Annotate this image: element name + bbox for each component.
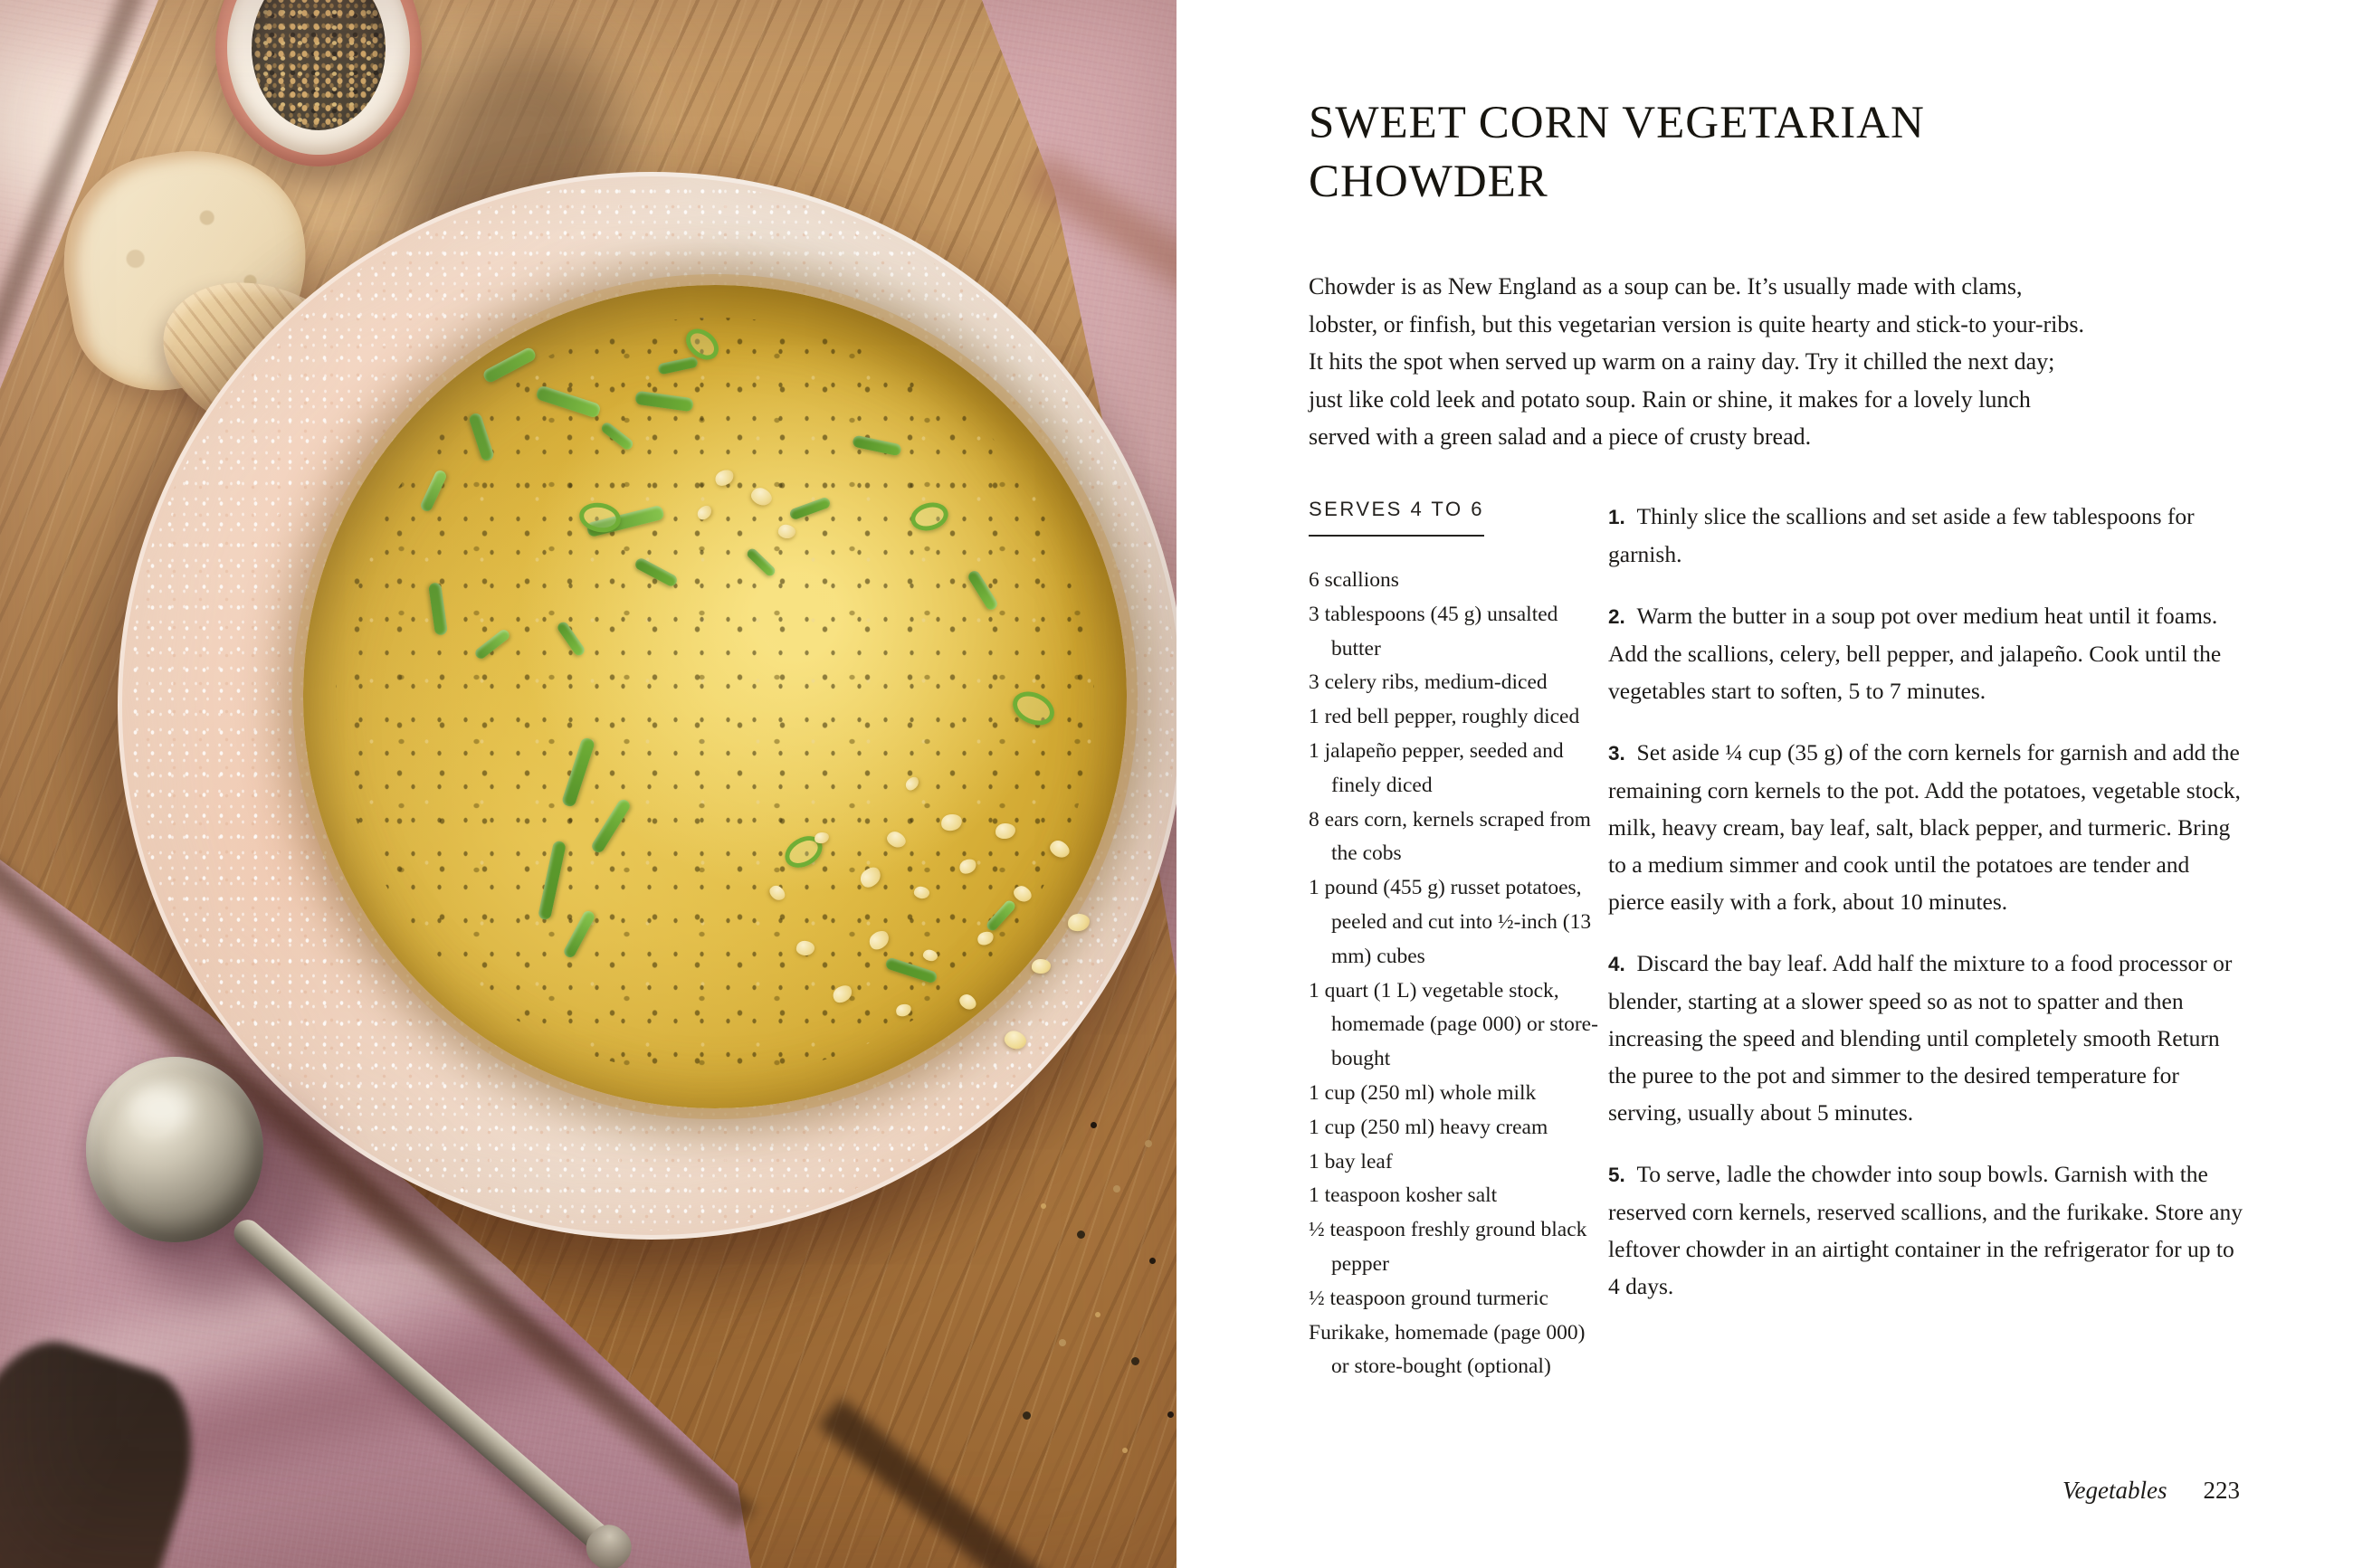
ingredient-item: Furikake, homemade (page 000) or store-bought (optional) (1309, 1320, 1586, 1379)
step-text: Discard the bay leaf. Add half the mixture to a food processor or blender, starting at a slower speed so as not to spatter and then increasing the speed and blending until completely smooth Return the puree to the pot and simmer to the desired temperature for serving, usually about 5 minutes. (1608, 950, 2233, 1126)
scattered-seed (1059, 1339, 1066, 1346)
scattered-seed (1077, 1231, 1085, 1239)
scattered-seed (1023, 1411, 1031, 1420)
recipe-step (1608, 498, 2243, 573)
scattered-seed (1131, 1357, 1139, 1365)
recipe-page (1176, 0, 2353, 1568)
step-number: 4. (1608, 953, 1625, 975)
recipe-step (1608, 734, 2243, 920)
scattered-seed (1145, 1140, 1152, 1147)
ingredient-item: 1 teaspoon kosher salt (1309, 1183, 1498, 1208)
ingredient-item: 6 scallions (1309, 568, 1399, 592)
ingredient-item: 3 tablespoons (45 g) unsalted butter (1309, 602, 1558, 660)
step-number: 2. (1608, 605, 1625, 628)
ingredient-item: 1 bay leaf (1309, 1149, 1393, 1174)
scattered-seed (1122, 1448, 1128, 1453)
step-text: Warm the butter in a soup pot over medium heat until it foams. Add the scallions, celery, bell pepper, and jalapeño. Cook until the vegetables start to soften, 5 to 7 minutes. (1608, 603, 2222, 704)
ingredient-item: 3 celery ribs, medium-diced (1309, 670, 1548, 695)
ingredient-item: 1 cup (250 ml) heavy cream (1309, 1115, 1548, 1139)
footer-page-number: 223 (2203, 1477, 2240, 1504)
ingredient-item: 1 jalapeño pepper, seeded and finely diced (1309, 738, 1564, 797)
spoon-highlight (132, 1087, 192, 1130)
ingredient-item: 8 ears corn, kernels scraped from the cobs (1309, 807, 1591, 866)
step-text: To serve, ladle the chowder into soup bowls. Garnish with the reserved corn kernels, reserved scallions, and the furikake. Store any leftover chowder in an airtight container in the refrigerator for up to 4 days. (1608, 1161, 2243, 1299)
scattered-seed (1167, 1411, 1174, 1418)
footer-section-label: Vegetables (2062, 1477, 2167, 1504)
step-number: 1. (1608, 506, 1625, 528)
food-photo (0, 0, 1176, 1568)
ingredients-list (1309, 564, 1607, 1384)
chowder-bowl (118, 172, 1176, 1240)
ingredient-item: 1 red bell pepper, roughly diced (1309, 705, 1580, 729)
scattered-seed (1091, 1122, 1097, 1128)
scattered-seed (1113, 1185, 1120, 1193)
corn-chowder-soup (303, 285, 1127, 1108)
scattered-seed (1149, 1258, 1156, 1264)
scattered-seed (1095, 1312, 1100, 1317)
ingredient-item: 1 pound (455 g) russet potatoes, peeled and cut into ½-inch (13 mm) cubes (1309, 876, 1592, 968)
ingredient-item: 1 quart (1 L) vegetable stock, homemade (page 000) or store-bought (1309, 978, 1598, 1071)
corn-kernel (957, 992, 978, 1013)
steps-column (1608, 498, 2243, 1329)
serves-label: SERVES 4 TO 6 (1309, 498, 1484, 537)
scattered-seed (1041, 1203, 1046, 1209)
page-footer (2062, 1477, 2240, 1505)
step-text: Set aside ¼ cup (35 g) of the corn kernels for garnish and add the remaining corn kernels to the pot. Add the potatoes, vegetable stock, milk, heavy cream, bay leaf, salt, black pepper, and turmeric. Bring to a medium simmer and cook until the potatoes are tender and pierce easily with a fork, about 10 minutes. (1608, 739, 2241, 915)
recipe-intro: Chowder is as New England as a soup can be. It’s usually made with clams, lobster, or finfish, but this vegetarian version is quite hearty and stick-to your-ribs. It hits the spot when served up warm on a rainy day. Try it chilled the next day; just like cold leek and potato soup. Rain or shine, it makes for a lovely lunch served with a green salad and a piece of crusty bread. (1309, 273, 2084, 450)
step-number: 3. (1608, 742, 1625, 765)
step-text: Thinly slice the scallions and set aside a few tablespoons for garnish. (1608, 503, 2195, 567)
ingredient-item: ½ teaspoon ground turmeric (1309, 1286, 1548, 1310)
ingredients-column (1309, 498, 1607, 1384)
ingredient-item: 1 cup (250 ml) whole milk (1309, 1080, 1537, 1105)
recipe-step (1608, 597, 2243, 709)
step-number: 5. (1608, 1164, 1625, 1186)
recipe-title: SWEET CORN VEGETARIAN CHOWDER (1309, 98, 1925, 207)
recipe-step (1608, 945, 2243, 1131)
pepper-furikake-specks (336, 318, 1093, 1075)
ingredient-item: ½ teaspoon freshly ground black pepper (1309, 1218, 1587, 1276)
soup-spoon (86, 1057, 263, 1242)
recipe-step (1608, 1155, 2243, 1305)
